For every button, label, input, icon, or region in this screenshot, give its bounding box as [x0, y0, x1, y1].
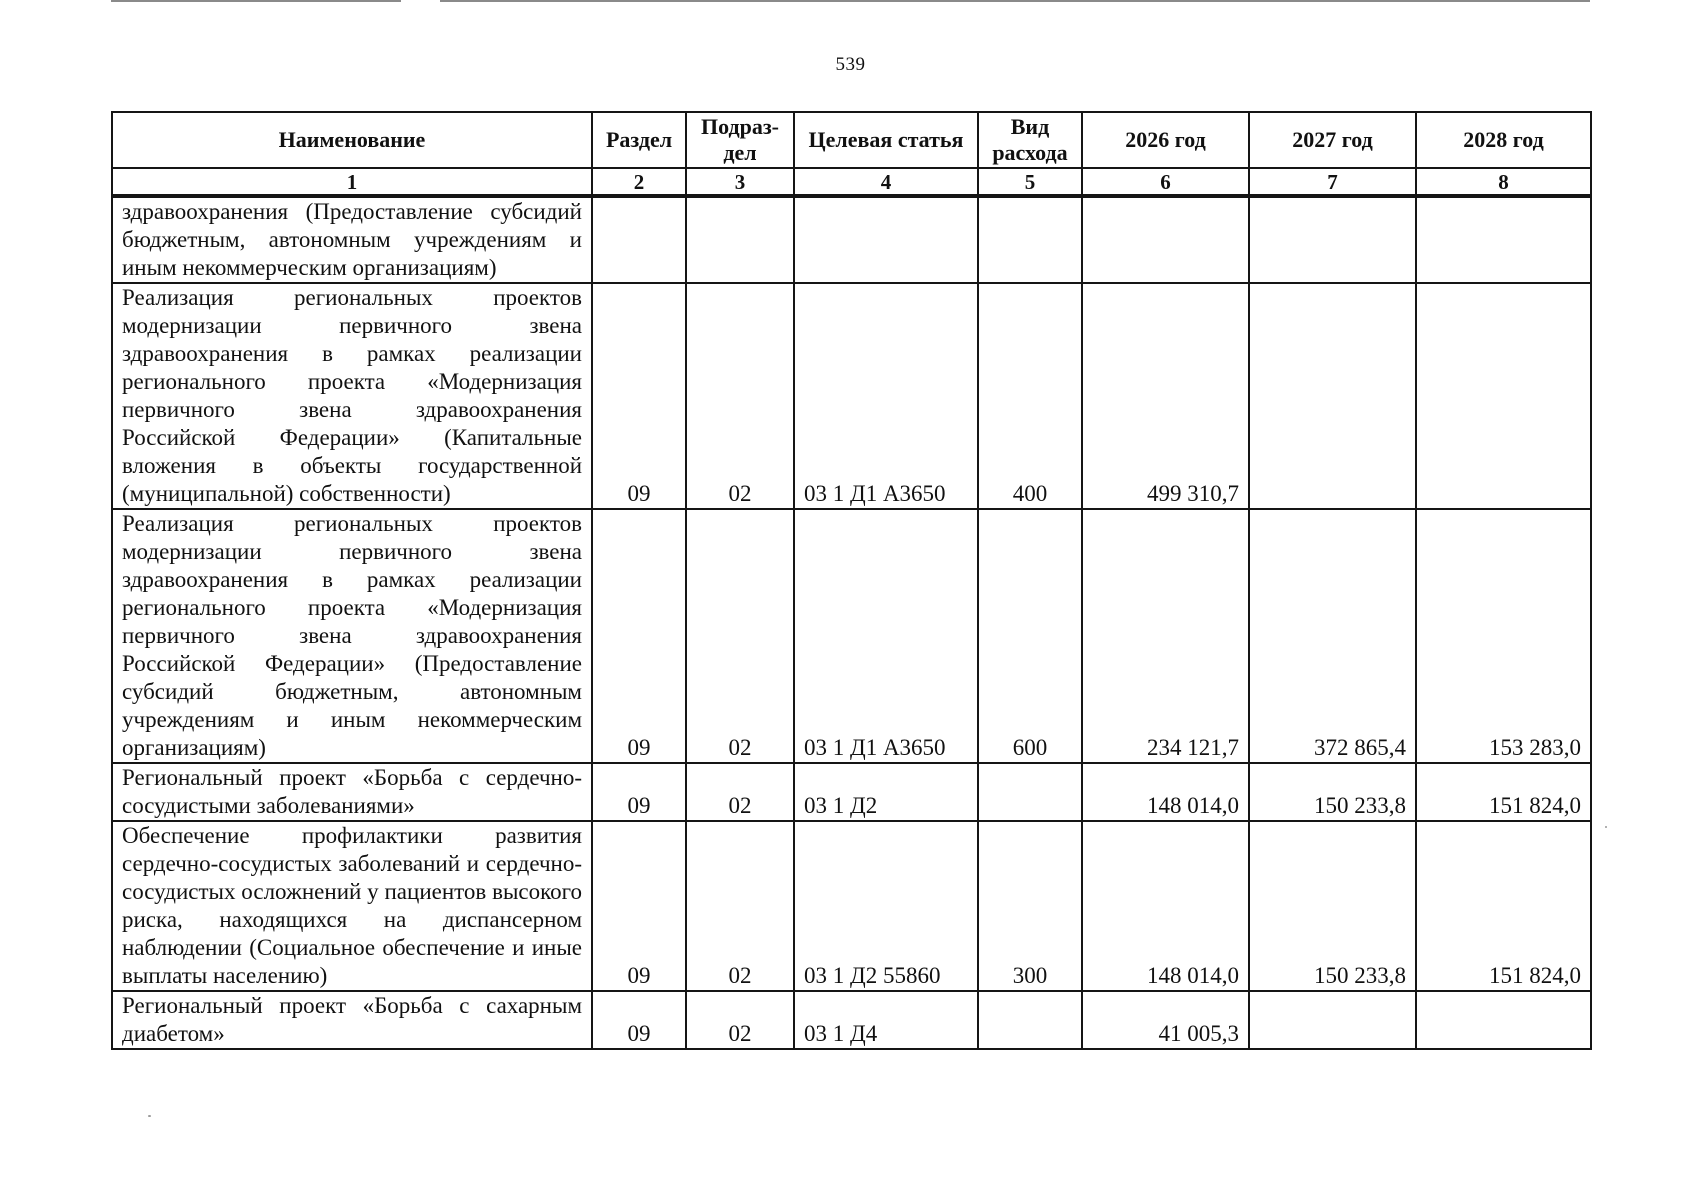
row-2026: 499 310,7 — [1082, 283, 1249, 509]
row-razdel: 09 — [592, 509, 686, 763]
row-vid: 400 — [978, 283, 1082, 509]
header-name: Наименование — [112, 112, 592, 168]
column-number: 7 — [1249, 168, 1416, 196]
row-name: Реализация региональных проектов модернизации первичного звена здравоохранения в рамках реализации регионального проекта «Модернизация первичного звена здравоохранения Российской Федерации» (Капитальные вложения в объекты государственной (муниципальной) собственности) — [112, 283, 592, 509]
column-number: 3 — [686, 168, 794, 196]
row-razdel — [592, 196, 686, 283]
header-vid: Вид расхода — [978, 112, 1082, 168]
header-row — [112, 112, 1591, 168]
row-target — [794, 196, 978, 283]
table-row — [112, 821, 1591, 991]
column-number-row — [112, 168, 1591, 196]
row-2028 — [1416, 196, 1591, 283]
scan-speck — [148, 1115, 151, 1117]
row-2027 — [1249, 196, 1416, 283]
row-target: 03 1 Д4 — [794, 991, 978, 1049]
row-podrazdel: 02 — [686, 991, 794, 1049]
row-podrazdel: 02 — [686, 283, 794, 509]
row-target: 03 1 Д1 А3650 — [794, 283, 978, 509]
row-target: 03 1 Д2 — [794, 763, 978, 821]
row-2028: 153 283,0 — [1416, 509, 1591, 763]
row-2026 — [1082, 196, 1249, 283]
row-razdel: 09 — [592, 991, 686, 1049]
table-row — [112, 196, 1591, 283]
row-vid — [978, 763, 1082, 821]
row-2026: 148 014,0 — [1082, 763, 1249, 821]
row-2026: 148 014,0 — [1082, 821, 1249, 991]
row-2026: 234 121,7 — [1082, 509, 1249, 763]
row-vid — [978, 196, 1082, 283]
row-2027 — [1249, 991, 1416, 1049]
row-2026: 41 005,3 — [1082, 991, 1249, 1049]
row-razdel: 09 — [592, 763, 686, 821]
row-2028: 151 824,0 — [1416, 821, 1591, 991]
row-target: 03 1 Д1 А3650 — [794, 509, 978, 763]
header-razdel: Раздел — [592, 112, 686, 168]
scan-edge-left — [111, 0, 401, 2]
row-podrazdel: 02 — [686, 821, 794, 991]
header-podrazdel: Подраз-дел — [686, 112, 794, 168]
budget-table — [111, 111, 1592, 1050]
row-podrazdel: 02 — [686, 509, 794, 763]
row-2028 — [1416, 283, 1591, 509]
page-number: 539 — [835, 54, 866, 75]
table-row — [112, 283, 1591, 509]
row-name: Региональный проект «Борьба с сахарным диабетом» — [112, 991, 592, 1049]
row-2027: 150 233,8 — [1249, 821, 1416, 991]
column-number: 2 — [592, 168, 686, 196]
scan-speck — [1605, 826, 1607, 828]
column-number: 6 — [1082, 168, 1249, 196]
scan-edge-right — [440, 0, 1590, 2]
row-razdel: 09 — [592, 283, 686, 509]
row-name: Обеспечение профилактики развития сердечно-сосудистых заболеваний и сердечно-сосудистых осложнений у пациентов высокого риска, находящихся на диспансерном наблюдении (Социальное обеспечение и иные выплаты населению) — [112, 821, 592, 991]
row-vid: 300 — [978, 821, 1082, 991]
header-2026: 2026 год — [1082, 112, 1249, 168]
row-podrazdel: 02 — [686, 763, 794, 821]
row-vid — [978, 991, 1082, 1049]
row-name: Реализация региональных проектов модернизации первичного звена здравоохранения в рамках реализации регионального проекта «Модернизация первичного звена здравоохранения Российской Федерации» (Предоставление субсидий бюджетным, автономным учреждениям и иным некоммерческим организациям) — [112, 509, 592, 763]
column-number: 5 — [978, 168, 1082, 196]
row-target: 03 1 Д2 55860 — [794, 821, 978, 991]
row-2027: 372 865,4 — [1249, 509, 1416, 763]
table-row — [112, 509, 1591, 763]
header-2028: 2028 год — [1416, 112, 1591, 168]
header-target: Целевая статья — [794, 112, 978, 168]
column-number: 4 — [794, 168, 978, 196]
column-number: 1 — [112, 168, 592, 196]
row-podrazdel — [686, 196, 794, 283]
row-2027: 150 233,8 — [1249, 763, 1416, 821]
row-vid: 600 — [978, 509, 1082, 763]
row-2028: 151 824,0 — [1416, 763, 1591, 821]
row-name: здравоохранения (Предоставление субсидий бюджетным, автономным учреждениям и иным некоммерческим организациям) — [112, 196, 592, 283]
row-2028 — [1416, 991, 1591, 1049]
row-name: Региональный проект «Борьба с сердечно-сосудистыми заболеваниями» — [112, 763, 592, 821]
header-2027: 2027 год — [1249, 112, 1416, 168]
table-row — [112, 991, 1591, 1049]
row-2027 — [1249, 283, 1416, 509]
table-row — [112, 763, 1591, 821]
column-number: 8 — [1416, 168, 1591, 196]
row-razdel: 09 — [592, 821, 686, 991]
